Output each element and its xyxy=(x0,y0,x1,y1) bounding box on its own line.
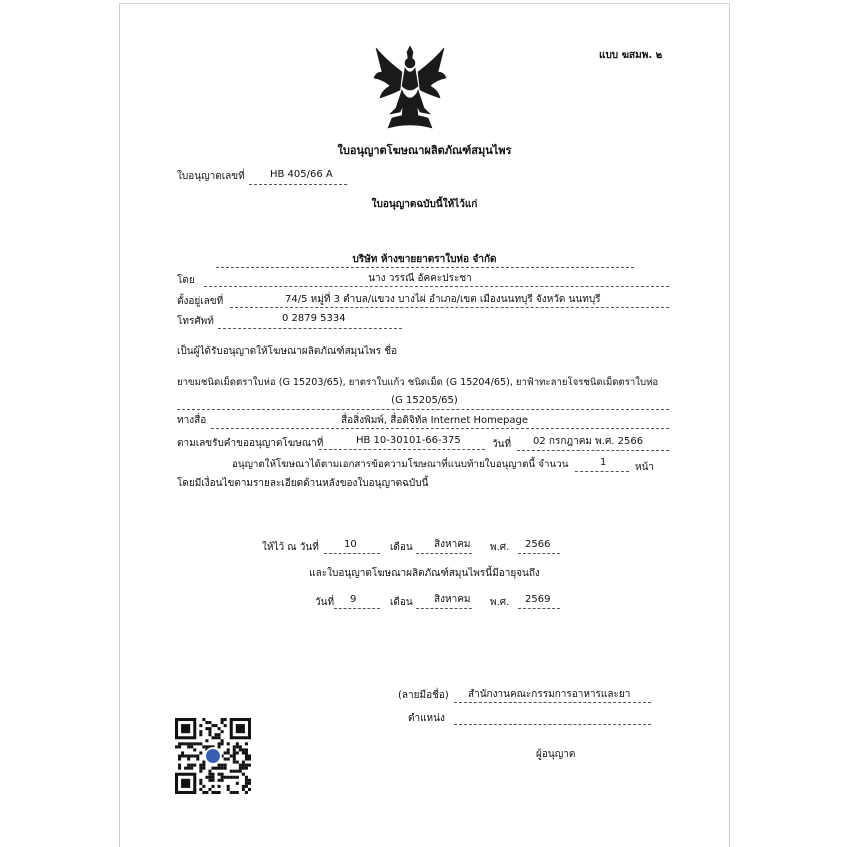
approve-pages: 1 xyxy=(600,457,607,468)
request-label: ตามเลขรับคำขออนุญาตโฆษณาที่ xyxy=(177,438,324,449)
approve-text: อนุญาตให้โฆษณาได้ตามเอกสารข้อความโฆษณาที่แนบท้ายใบอนุญาตนี้ จำนวน xyxy=(232,459,569,470)
phone-value: 0 2879 5334 xyxy=(282,313,346,324)
signatory-role: ผู้อนุญาต xyxy=(536,749,576,760)
media-label: ทางสื่อ xyxy=(177,415,207,426)
garuda-emblem-icon xyxy=(372,42,448,134)
issued-to-heading: ใบอนุญาตฉบับนี้ให้ไว้แก่ xyxy=(371,199,478,210)
request-value: HB 10-30101-66-375 xyxy=(356,435,461,446)
valid-text: และใบอนุญาตโฆษณาผลิตภัณฑ์สมุนไพรนี้มีอายุจนถึง xyxy=(309,568,540,579)
license-no-value: HB 405/66 A xyxy=(270,169,333,180)
request-date-value: 02 กรกฎาคม พ.ศ. 2566 xyxy=(533,436,644,447)
expire-month-label: เดือน xyxy=(390,597,413,608)
phone-label: โทรศัพท์ xyxy=(177,316,214,327)
address-value: 74/5 หมู่ที่ 3 ตำบล/แขวง บางไผ่ อำเภอ/เขต เมืองนนทบุรี จังหวัด นนทบุรี xyxy=(285,294,601,305)
signature-value: สำนักงานคณะกรรมการอาหารและยา xyxy=(468,689,631,700)
given-year-label: พ.ศ. xyxy=(490,542,510,553)
given-label: ให้ไว้ ณ วันที่ xyxy=(262,542,319,553)
address-label: ตั้งอยู่เลขที่ xyxy=(177,296,224,307)
request-date-label: วันที่ xyxy=(492,439,512,450)
given-month: สิงหาคม xyxy=(434,539,471,550)
product-line-1: ยาขมชนิดเม็ดตราใบห่อ (G 15203/65), ยาตราใบแก้ว ชนิดเม็ด (G 15204/65), ยาฟ้าทะลายโจรชนิดเม็ดตราใบห่อ xyxy=(177,377,659,388)
product-line-2: (G 15205/65) xyxy=(391,395,458,406)
by-label: โดย xyxy=(177,275,195,286)
expire-month: สิงหาคม xyxy=(434,594,471,605)
media-value: สื่อสิ่งพิมพ์, สื่อดิจิทัล Internet Homepage xyxy=(341,415,528,426)
license-document xyxy=(119,3,730,847)
given-month-label: เดือน xyxy=(390,542,413,553)
company-name: บริษัท ห้างขายยาตราใบห่อ จำกัด xyxy=(352,254,497,265)
license-no-label: ใบอนุญาตเลขที่ xyxy=(177,171,245,182)
qr-code-icon[interactable] xyxy=(175,718,251,794)
form-code: แบบ ฆสมพ. ๒ xyxy=(599,50,663,61)
permit-text: เป็นผู้ได้รับอนุญาตให้โฆษณาผลิตภัณฑ์สมุนไพร ชื่อ xyxy=(177,346,398,357)
approve-unit: หน้า xyxy=(635,462,655,473)
document-title: ใบอนุญาตโฆษณาผลิตภัณฑ์สมุนไพร xyxy=(337,144,512,157)
position-label: ตำแหน่ง xyxy=(408,713,445,724)
expire-year-label: พ.ศ. xyxy=(490,597,510,608)
given-year: 2566 xyxy=(525,539,551,550)
signature-label: (ลายมือชื่อ) xyxy=(398,690,449,701)
by-value: นาง วรรณี อัคคะประชา xyxy=(368,273,472,284)
expire-label: วันที่ xyxy=(315,597,335,608)
expire-year: 2569 xyxy=(525,594,551,605)
given-day: 10 xyxy=(344,539,357,550)
expire-day: 9 xyxy=(350,594,357,605)
condition-text: โดยมีเงื่อนไขตามรายละเอียดด้านหลังของใบอนุญาตฉบับนี้ xyxy=(177,478,429,489)
